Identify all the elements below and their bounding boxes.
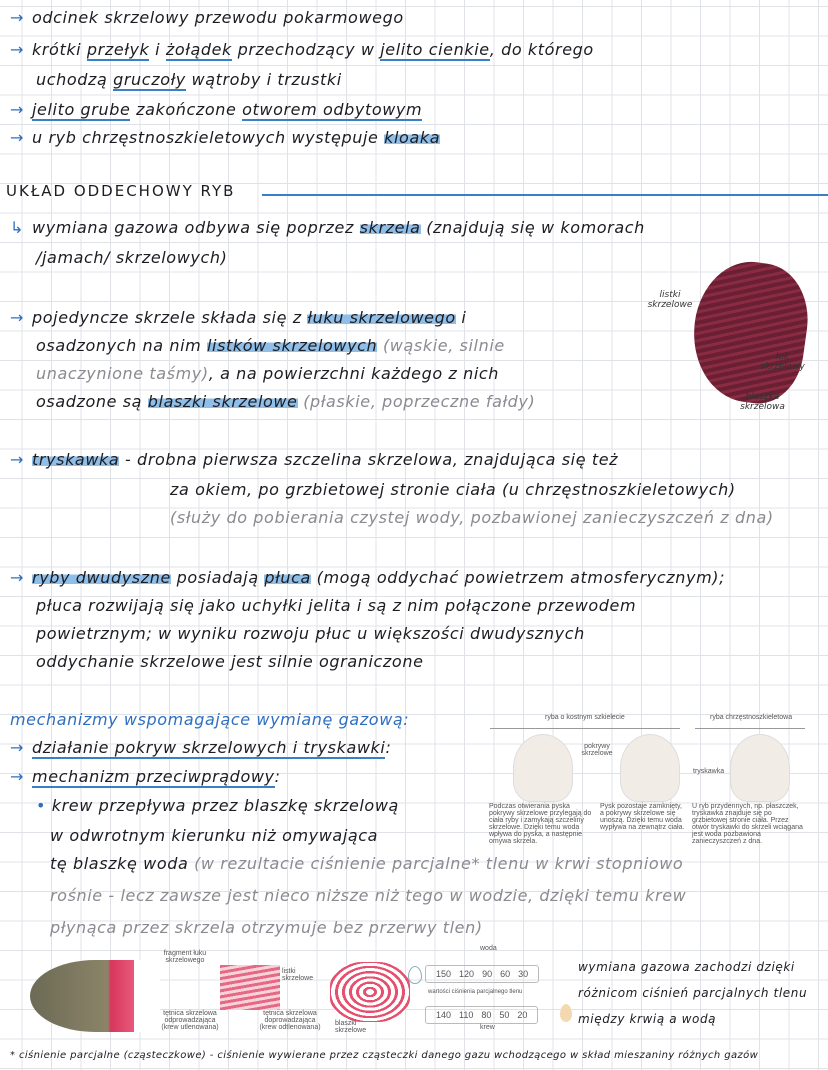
- label-woda: woda: [480, 945, 497, 952]
- label-doprowadzajaca: tętnica skrzelowa doprowadzająca (krew odtlenowana): [259, 1010, 321, 1031]
- arrow-icon: →: [10, 738, 25, 757]
- oxygen-value: 80: [481, 1010, 492, 1020]
- note-line: [36, 248, 227, 267]
- note-line: [10, 40, 594, 59]
- note-text: wymiana gazowa odbywa się poprzez: [32, 218, 360, 237]
- note-line: [10, 568, 725, 587]
- note-text: (wąskie, silnie: [377, 336, 505, 355]
- label-tryskawka: tryskawka: [693, 768, 725, 775]
- note-text: unaczynione taśmy): [36, 364, 209, 383]
- oxygen-value: 90: [482, 969, 493, 979]
- arrow-icon: →: [10, 8, 25, 27]
- note-text: uchodzą: [36, 70, 114, 89]
- note-text: płuca rozwijają się jako uchyłki jelita i są z nim połączone przewodem: [36, 596, 637, 615]
- note-text: (płaskie, poprzeczne fałdy): [297, 392, 536, 411]
- gill-lamellae-drawing: [330, 962, 410, 1022]
- note-line: [578, 960, 795, 974]
- note-text: krew przepływa przez blaszkę skrzelową: [51, 796, 399, 815]
- title-bony: ryba o kostnym szkielecie: [545, 714, 625, 721]
- highlighted-term: listków skrzelowych: [207, 336, 378, 355]
- highlighted-term: skrzela: [359, 218, 421, 237]
- note-text: przechodzący w: [231, 40, 381, 59]
- label-pokrywy: pokrywy skrzelowe: [581, 743, 613, 757]
- water-drop-icon: [408, 966, 422, 984]
- note-text: zakończone: [130, 100, 243, 119]
- label-blaszki: blaszki skrzelowe: [335, 1020, 367, 1034]
- footnote: * ciśnienie parcjalne (cząsteczkowe) - ciśnienie wywierane przez cząsteczki danego gazu wchodzącego w skład mieszaniny różnych gazów: [10, 1050, 759, 1061]
- note-text: odcinek skrzelowy przewodu pokarmowego: [32, 8, 404, 27]
- label-listki: listki skrzelowe: [647, 290, 693, 310]
- note-line: [170, 480, 736, 499]
- note-line: [36, 796, 399, 815]
- oxygen-value: 30: [518, 969, 529, 979]
- note-text: (mogą oddychać powietrzem atmosferycznym);: [310, 568, 726, 587]
- heading-divider: [262, 194, 828, 196]
- note-line: [36, 364, 499, 383]
- note-line: [10, 710, 409, 729]
- fish-head-image: [30, 960, 160, 1032]
- note-text: różnicom ciśnień parcjalnych tlenu: [578, 986, 808, 1000]
- note-text: krótki: [32, 40, 87, 59]
- underlined-term: gruczoły: [113, 70, 186, 89]
- highlighted-term: tryskawka: [32, 450, 120, 469]
- label-partial-pressure: wartości ciśnienia parcjalnego tlenu: [428, 989, 523, 995]
- arrow-icon: →: [10, 40, 25, 59]
- caption-3: U ryb przydennych, np. płaszczek, tryskawka znajduje się po grzbietowej stronie ciała. Przez otwór tryskawki do skrzeli wciągana jest woda pozbawiona zanieczyszczeń z dna.: [692, 803, 803, 845]
- caption-1: Podczas otwierania pyska pokrywy skrzelowe przylegają do ciała ryby i zamykają szczeliny skrzelowe. Dzięki temu woda wpływa do pyska, a następnie omywa skrzela.: [489, 803, 592, 845]
- arrow-icon: →: [10, 308, 25, 327]
- note-line: [170, 508, 774, 527]
- highlighted-term: płuca: [264, 568, 311, 587]
- underlined-term: żołądek: [165, 40, 232, 59]
- note-text: u ryb chrzęstnoszkieletowych występuje: [32, 128, 385, 147]
- note-text: •: [36, 796, 52, 815]
- note-text: wątroby i trzustki: [185, 70, 342, 89]
- note-line: [36, 336, 505, 355]
- note-line: [50, 854, 683, 873]
- gill-filament-drawing: [220, 965, 280, 1010]
- highlighted-term: łuku skrzelowego: [307, 308, 456, 327]
- label-odprowadzajaca: tętnica skrzelowa odprowadzająca (krew utlenowana): [161, 1010, 219, 1031]
- note-line: [578, 1012, 716, 1026]
- note-line: [10, 450, 618, 469]
- section-heading: UKŁAD ODDECHOWY RYB: [6, 182, 236, 200]
- note-text: mechanizmy wspomagające wymianę gazową:: [10, 710, 410, 729]
- label-listki2: listki skrzelowe: [282, 968, 314, 982]
- note-text: i: [455, 308, 467, 327]
- note-line: [36, 624, 585, 643]
- arrow-icon: ↳: [10, 218, 25, 237]
- oxygen-value: 120: [459, 969, 475, 979]
- note-text: rośnie - lecz zawsze jest nieco niższe niż tego w wodzie, dzięki temu krew: [50, 886, 687, 905]
- underlined-term: jelito grube: [32, 100, 131, 119]
- note-text: (służy do pobierania czystej wody, pozbawionej zanieczyszczeń z dna): [170, 508, 774, 527]
- note-text: wymiana gazowa zachodzi dzięki: [578, 960, 795, 974]
- oxygen-value: 110: [459, 1010, 474, 1020]
- oxygen-value: 60: [500, 969, 511, 979]
- oxygen-value: 50: [499, 1010, 510, 1020]
- oxygen-value: 150: [436, 969, 452, 979]
- gill-cover-figure: [485, 708, 825, 848]
- note-text: (znajdują się w komorach: [420, 218, 645, 237]
- note-text: :: [274, 767, 281, 786]
- note-line: [10, 100, 422, 119]
- water-values: [425, 965, 539, 983]
- label-krew: krew: [480, 1024, 495, 1031]
- note-text: :: [385, 738, 392, 757]
- note-text: w odwrotnym kierunku niż omywająca: [50, 826, 379, 845]
- note-text: tę blaszkę woda: [50, 854, 195, 873]
- gill-image: [685, 255, 815, 409]
- note-line: [36, 70, 342, 89]
- highlighted-term: ryby dwudyszne: [32, 568, 171, 587]
- underlined-term: jelito cienkie: [380, 40, 490, 59]
- note-line: [50, 826, 378, 845]
- blood-values: [425, 1006, 538, 1024]
- note-text: pojedyncze skrzele składa się z: [32, 308, 308, 327]
- label-fragment: fragment łuku skrzelowego: [163, 950, 207, 964]
- note-line: [36, 392, 535, 411]
- note-line: [36, 596, 636, 615]
- arrow-icon: →: [10, 100, 25, 119]
- highlighted-term: kloaka: [384, 128, 441, 147]
- underlined-term: otworem odbytowym: [242, 100, 423, 119]
- oxygen-value: 20: [517, 1010, 528, 1020]
- blood-drop-icon: [560, 1004, 572, 1022]
- title-cartilaginous: ryba chrzęstnoszkieletowa: [710, 714, 793, 721]
- arrow-icon: →: [10, 767, 25, 786]
- note-text: (w rezultacie ciśnienie parcjalne* tlenu w krwi stopniowo: [194, 854, 684, 873]
- arrow-icon: →: [10, 568, 25, 587]
- note-text: , do którego: [489, 40, 594, 59]
- note-line: [36, 652, 424, 671]
- fish-head-drawing: [513, 734, 573, 802]
- note-text: i: [149, 40, 166, 59]
- arrow-icon: →: [10, 128, 25, 147]
- note-line: [10, 738, 391, 757]
- note-text: osadzone są: [36, 392, 148, 411]
- note-text: oddychanie skrzelowe jest silnie ograniczone: [36, 652, 424, 671]
- note-text: - drobna pierwsza szczelina skrzelowa, znajdująca się też: [119, 450, 619, 469]
- note-text: za okiem, po grzbietowej stronie ciała (u chrzęstnoszkieletowych): [170, 480, 736, 499]
- highlighted-term: blaszki skrzelowe: [147, 392, 298, 411]
- note-text: płynąca przez skrzela otrzymuje bez przerwy tlen): [50, 918, 483, 937]
- label-luk: łuk skrzelowy: [760, 352, 805, 372]
- note-line: [10, 308, 466, 327]
- note-text: /jamach/ skrzelowych): [36, 248, 228, 267]
- note-text: między krwią a wodą: [578, 1012, 717, 1026]
- bracket-bony: [490, 728, 680, 729]
- note-line: [10, 218, 645, 237]
- underlined-term: przełyk: [86, 40, 150, 59]
- bracket-cartilaginous: [695, 728, 805, 729]
- caption-2: Pysk pozostaje zamknięty, a pokrywy skrzelowe się unoszą. Dzięki temu woda wypływa na zewnątrz ciała.: [600, 803, 685, 831]
- note-line: [578, 986, 807, 1000]
- fish-head-drawing: [620, 734, 680, 802]
- underlined-term: działanie pokryw skrzelowych i tryskawki: [32, 738, 386, 757]
- label-blaszka: blaszka skrzelowa: [740, 392, 785, 412]
- underlined-term: mechanizm przeciwprądowy: [32, 767, 275, 786]
- oxygen-value: 140: [436, 1010, 452, 1020]
- note-line: [10, 8, 404, 27]
- note-text: , a na powierzchni każdego z nich: [208, 364, 500, 383]
- note-line: [10, 128, 440, 147]
- note-line: [10, 767, 281, 786]
- fish-head-drawing: [730, 734, 790, 802]
- arrow-icon: →: [10, 450, 25, 469]
- note-text: osadzonych na nim: [36, 336, 207, 355]
- note-line: [50, 918, 483, 937]
- note-text: posiadają: [170, 568, 265, 587]
- note-text: powietrznym; w wyniku rozwoju płuc u większości dwudysznych: [36, 624, 585, 643]
- note-line: [50, 886, 686, 905]
